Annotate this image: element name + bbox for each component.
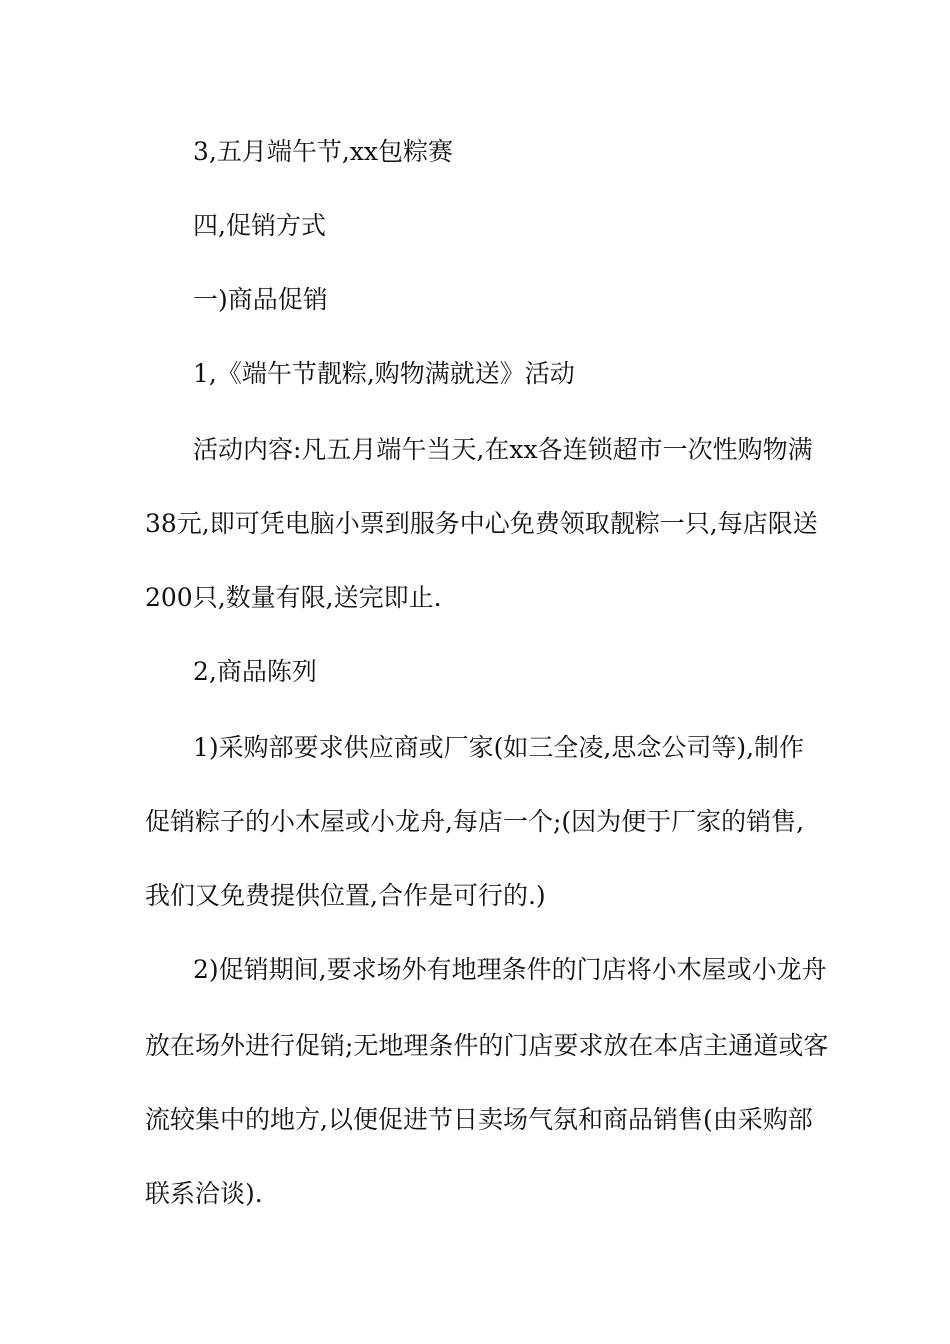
paragraph-line: 活动内容:凡五月端午当天,在xx各连锁超市一次性购物满	[193, 435, 813, 464]
paragraph-line: 38元,即可凭电脑小票到服务中心免费领取靓粽一只,每店限送	[145, 509, 818, 538]
subsection-heading-product-promotion: 一)商品促销	[193, 285, 328, 314]
paragraph-line: 促销粽子的小木屋或小龙舟,每店一个;(因为便于厂家的销售,	[145, 807, 805, 836]
list-item-dragon-boat-contest: 3,五月端午节,xx包粽赛	[193, 137, 453, 166]
item-heading-activity: 1,《端午节靓粽,购物满就送》活动	[193, 359, 575, 388]
paragraph-line: 我们又免费提供位置,合作是可行的.)	[145, 881, 546, 910]
paragraph-line: 联系洽谈).	[145, 1179, 263, 1208]
item-heading-product-display: 2,商品陈列	[193, 657, 317, 686]
paragraph-line: 流较集中的地方,以便促进节日卖场气氛和商品销售(由采购部	[145, 1105, 813, 1134]
paragraph-line: 放在场外进行促销;无地理条件的门店要求放在本店主通道或客	[145, 1031, 829, 1060]
paragraph-line: 200只,数量有限,送完即止.	[145, 583, 442, 612]
paragraph-line: 2)促销期间,要求场外有地理条件的门店将小木屋或小龙舟	[193, 955, 827, 984]
paragraph-line: 1)采购部要求供应商或厂家(如三全凌,思念公司等),制作	[193, 733, 805, 762]
section-heading-promotion-methods: 四,促销方式	[193, 211, 326, 240]
